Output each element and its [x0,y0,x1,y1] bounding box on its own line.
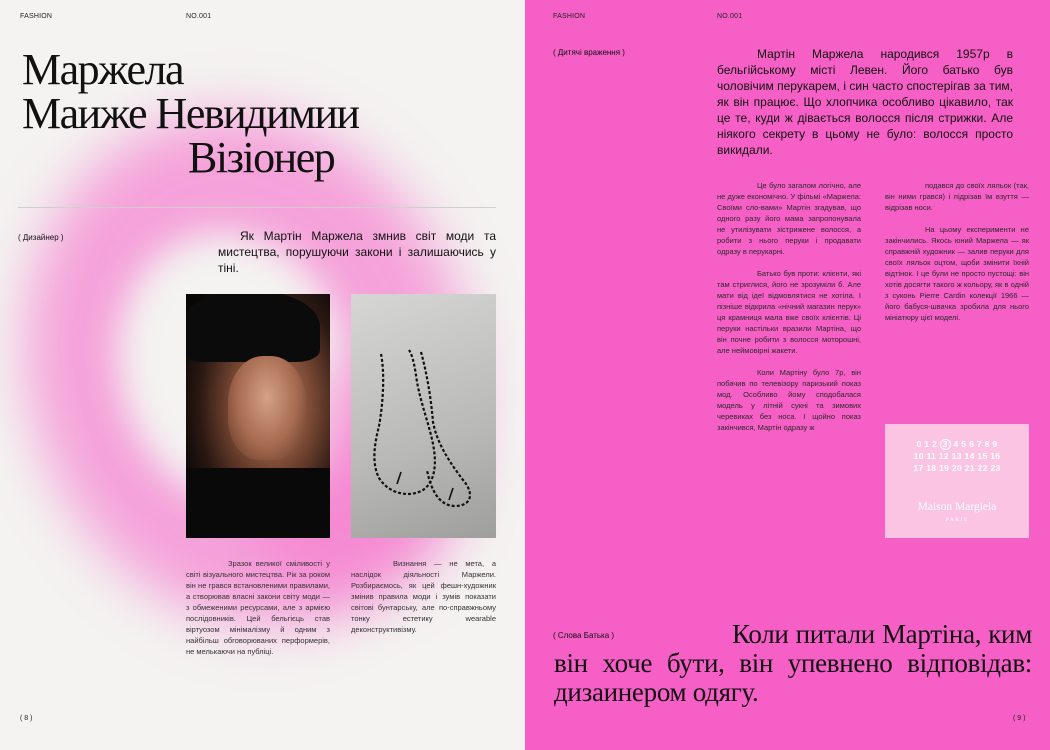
label-numbers: 0 1 2 3 4 5 6 7 8 9 10 11 12 13 14 15 16 17 18 19 20 21 22 23 [913,439,1001,473]
label-city: PARIS [945,517,969,523]
section-label: FASHION [20,13,53,20]
body-column-right-1 [717,180,861,444]
page-number: ( 8 ) [20,715,33,722]
maison-margiela-label [885,424,1029,538]
paragraph: Коли Мартіну було 7р, він побачив по телевізору паризький показ мод. Особливо йому сподобалася модель у літній сукні та зимових черевиках без носа. І щойно показ закінчився, Мартін одразу ж [717,368,861,432]
paragraph: Батько був проти: клієнти, які там стриглися, його не зрозуміли б. Але мати від ідеї відмовлятися не хотіла. І пізніше відкрила «нічний магазин перук» ця крамниця мала вже своїх клієнтів. Ці перуки настільки вразили Мартіна, що він почне робити з волосся моторошні, але неймовірні жакети. [717,269,861,355]
pull-quote: Коли питали Мартіна, ким він хоче бути, він упевнено відповідав: дизаинером одягу. [554,619,1032,707]
face-shape [228,356,306,460]
rubric-tag: ( Дитячі враження ) [553,48,625,57]
issue-number: NO.001 [717,13,743,20]
body-column-right-2 [885,180,1029,334]
paragraph: Це було загалом логічно, але не дуже економічно. У фільмі «Маржела: Своїми сло-вами» Мартін згадував, що одного разу його мама запропонувала не утилізувати зістрижене волосся, а робити з нього перуки і продавати одразу в перукарні. [717,181,861,256]
issue-number: NO.001 [186,13,212,20]
title-line-3: Візіонер [188,133,335,182]
beanie-shape [186,294,320,362]
label-brand: Maison Margiela [917,501,997,513]
paragraph: подався до своїх ляльок (так, він ними грався) і підрізав їм взуття — відрізав носи. [885,181,1029,212]
lead-paragraph-right: Мартін Маржела народився 1957р в бельгійському місті Левен. Його батько був чоловічим перукарем, і син часто спостерігав за тим, як він працює. Що хлопчика особливо цікавило, так це те, куди ж дівається волосся після стрижки. Але ніякого секрету в цьому не було: волосся просто викидали. [717,47,1013,157]
divider [18,207,496,208]
page-number: ( 9 ) [1013,715,1026,722]
section-label: FASHION [553,13,586,20]
designer-portrait-photo [186,294,330,538]
article-title [22,45,359,182]
jacket-shape [186,468,330,538]
circled-number: 3 [940,439,951,450]
tabi-boots-drawing [351,294,496,538]
lead-paragraph: Як Мартін Маржела змнив світ моди та мистецтва, порушуючи закони і залишаючись у тіні. [218,229,496,275]
title-line-1: Маржела [22,45,183,94]
rubric-tag: ( Дизайнер ) [18,233,64,242]
body-column-1: Зразок великої сміливості у світі візуального мистецтва. Рік за роком він не грався встановленими правилами, а створював власні закони світу моди — з обмеженими ресурсами, але з армією послідовників. Цей бельгієць став віртуозом мінімалізму й одним з найбільш обговорюваних перформерів, не мелькаючи на публіці. [186,559,330,656]
body-column-2: Визнання — не мета, а наслідок діяльності Маржели. Розбираємось, як цей фешн-художник змінив правила моди і зумів показати світові бунтарську, але по-справжньому тонку естетику wearable деконструктивізму. [351,559,496,634]
rubric-tag-bottom: ( Слова Батька ) [553,631,615,640]
tabi-boots-sketch-photo [351,294,496,538]
paragraph: На цьому експерименти не закінчились. Якось юний Маржела — як справжній художник — залив перуки для своїх ляльок оцтом, щоби змінити їхній відтінок. І це були не просто пустощі: він хотів досягти такого ж кольору, як в одній з суконь Pierre Cardin колекції 1966 — його бабуся-швачка зробила для нього мініатюру цієї моделі. [885,225,1029,322]
title-line-2: Маиже Невидимии [22,89,359,138]
